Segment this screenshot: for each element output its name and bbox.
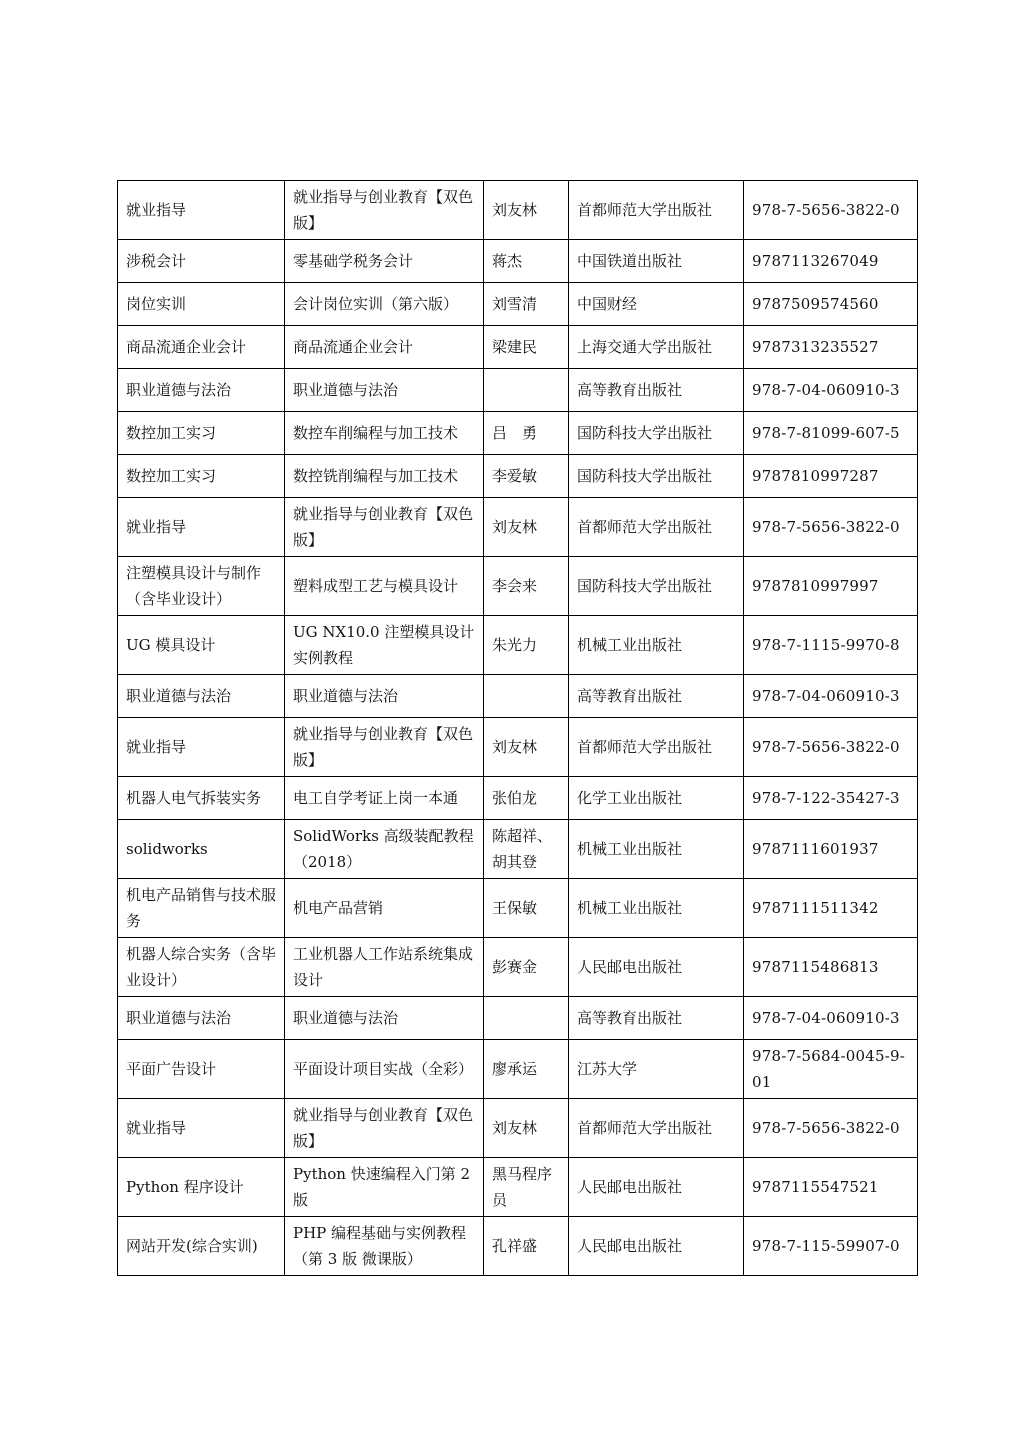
isbn-cell: 978-7-5656-3822-0	[744, 718, 918, 777]
isbn-cell: 978-7-5656-3822-0	[744, 181, 918, 240]
isbn-cell: 978-7-04-060910-3	[744, 997, 918, 1040]
course-cell: 数控加工实习	[118, 455, 285, 498]
table-row	[118, 675, 918, 718]
book-title-cell: 塑料成型工艺与模具设计	[285, 557, 484, 616]
book-title-cell: 就业指导与创业教育【双色版】	[285, 181, 484, 240]
book-title-cell: 就业指导与创业教育【双色版】	[285, 498, 484, 557]
publisher-cell: 人民邮电出版社	[569, 1217, 744, 1276]
author-cell: 彭赛金	[484, 938, 569, 997]
table-row	[118, 1217, 918, 1276]
book-title-cell: 就业指导与创业教育【双色版】	[285, 718, 484, 777]
table-row	[118, 1040, 918, 1099]
author-cell: 李爱敏	[484, 455, 569, 498]
book-title-cell: 职业道德与法治	[285, 675, 484, 718]
publisher-cell: 中国财经	[569, 283, 744, 326]
publisher-cell: 江苏大学	[569, 1040, 744, 1099]
book-title-cell: 数控铣削编程与加工技术	[285, 455, 484, 498]
course-cell: UG 模具设计	[118, 616, 285, 675]
author-cell: 梁建民	[484, 326, 569, 369]
table-row	[118, 412, 918, 455]
author-cell: 刘友林	[484, 718, 569, 777]
course-cell: 机器人电气拆装实务	[118, 777, 285, 820]
isbn-cell: 978-7-1115-9970-8	[744, 616, 918, 675]
publisher-cell: 机械工业出版社	[569, 616, 744, 675]
course-cell: 机器人综合实务（含毕业设计）	[118, 938, 285, 997]
isbn-cell: 978-7-04-060910-3	[744, 675, 918, 718]
course-cell: 就业指导	[118, 498, 285, 557]
course-cell: solidworks	[118, 820, 285, 879]
author-cell: 黑马程序员	[484, 1158, 569, 1217]
author-cell: 刘友林	[484, 1099, 569, 1158]
book-title-cell: 零基础学税务会计	[285, 240, 484, 283]
publisher-cell: 化学工业出版社	[569, 777, 744, 820]
publisher-cell: 首都师范大学出版社	[569, 498, 744, 557]
table-row	[118, 181, 918, 240]
author-cell: 吕 勇	[484, 412, 569, 455]
course-cell: 机电产品销售与技术服务	[118, 879, 285, 938]
publisher-cell: 首都师范大学出版社	[569, 718, 744, 777]
isbn-cell: 9787111511342	[744, 879, 918, 938]
table-row	[118, 326, 918, 369]
course-cell: 就业指导	[118, 181, 285, 240]
publisher-cell: 高等教育出版社	[569, 997, 744, 1040]
course-cell: 职业道德与法治	[118, 997, 285, 1040]
book-title-cell: 电工自学考证上岗一本通	[285, 777, 484, 820]
publisher-cell: 国防科技大学出版社	[569, 455, 744, 498]
table-row	[118, 498, 918, 557]
book-title-cell: PHP 编程基础与实例教程（第 3 版 微课版）	[285, 1217, 484, 1276]
book-title-cell: 会计岗位实训（第六版）	[285, 283, 484, 326]
book-title-cell: 平面设计项目实战（全彩）	[285, 1040, 484, 1099]
book-title-cell: UG NX10.0 注塑模具设计实例教程	[285, 616, 484, 675]
textbook-table	[117, 180, 918, 1276]
isbn-cell: 9787810997997	[744, 557, 918, 616]
book-title-cell: 商品流通企业会计	[285, 326, 484, 369]
course-cell: 职业道德与法治	[118, 369, 285, 412]
course-cell: 就业指导	[118, 718, 285, 777]
author-cell: 廖承运	[484, 1040, 569, 1099]
author-cell	[484, 997, 569, 1040]
author-cell: 朱光力	[484, 616, 569, 675]
author-cell: 陈超祥、胡其登	[484, 820, 569, 879]
author-cell	[484, 675, 569, 718]
book-title-cell: 职业道德与法治	[285, 369, 484, 412]
isbn-cell: 9787115486813	[744, 938, 918, 997]
course-cell: 注塑模具设计与制作（含毕业设计）	[118, 557, 285, 616]
course-cell: 职业道德与法治	[118, 675, 285, 718]
book-title-cell: 机电产品营销	[285, 879, 484, 938]
table-row	[118, 240, 918, 283]
publisher-cell: 首都师范大学出版社	[569, 181, 744, 240]
course-cell: 数控加工实习	[118, 412, 285, 455]
course-cell: Python 程序设计	[118, 1158, 285, 1217]
publisher-cell: 国防科技大学出版社	[569, 557, 744, 616]
isbn-cell: 978-7-5656-3822-0	[744, 1099, 918, 1158]
isbn-cell: 978-7-04-060910-3	[744, 369, 918, 412]
isbn-cell: 9787115547521	[744, 1158, 918, 1217]
publisher-cell: 高等教育出版社	[569, 369, 744, 412]
table-row	[118, 777, 918, 820]
table-row	[118, 1099, 918, 1158]
course-cell: 网站开发(综合实训)	[118, 1217, 285, 1276]
table-row	[118, 616, 918, 675]
publisher-cell: 机械工业出版社	[569, 820, 744, 879]
isbn-cell: 978-7-122-35427-3	[744, 777, 918, 820]
table-row	[118, 938, 918, 997]
isbn-cell: 9787113267049	[744, 240, 918, 283]
book-title-cell: Python 快速编程入门第 2 版	[285, 1158, 484, 1217]
table-row	[118, 283, 918, 326]
book-title-cell: SolidWorks 高级装配教程（2018）	[285, 820, 484, 879]
table-row	[118, 369, 918, 412]
course-cell: 就业指导	[118, 1099, 285, 1158]
publisher-cell: 高等教育出版社	[569, 675, 744, 718]
book-title-cell: 数控车削编程与加工技术	[285, 412, 484, 455]
table-row	[118, 455, 918, 498]
isbn-cell: 9787313235527	[744, 326, 918, 369]
book-title-cell: 就业指导与创业教育【双色版】	[285, 1099, 484, 1158]
publisher-cell: 中国铁道出版社	[569, 240, 744, 283]
isbn-cell: 978-7-115-59907-0	[744, 1217, 918, 1276]
author-cell: 蒋杰	[484, 240, 569, 283]
author-cell: 刘雪清	[484, 283, 569, 326]
table-row	[118, 879, 918, 938]
publisher-cell: 上海交通大学出版社	[569, 326, 744, 369]
table-row	[118, 557, 918, 616]
isbn-cell: 978-7-81099-607-5	[744, 412, 918, 455]
isbn-cell: 978-7-5684-0045-9-01	[744, 1040, 918, 1099]
publisher-cell: 机械工业出版社	[569, 879, 744, 938]
author-cell	[484, 369, 569, 412]
author-cell: 李会来	[484, 557, 569, 616]
table-row	[118, 718, 918, 777]
isbn-cell: 9787111601937	[744, 820, 918, 879]
course-cell: 平面广告设计	[118, 1040, 285, 1099]
book-title-cell: 职业道德与法治	[285, 997, 484, 1040]
course-cell: 涉税会计	[118, 240, 285, 283]
publisher-cell: 首都师范大学出版社	[569, 1099, 744, 1158]
author-cell: 张伯龙	[484, 777, 569, 820]
isbn-cell: 9787810997287	[744, 455, 918, 498]
table-row	[118, 820, 918, 879]
author-cell: 孔祥盛	[484, 1217, 569, 1276]
author-cell: 刘友林	[484, 181, 569, 240]
isbn-cell: 9787509574560	[744, 283, 918, 326]
author-cell: 王保敏	[484, 879, 569, 938]
course-cell: 商品流通企业会计	[118, 326, 285, 369]
isbn-cell: 978-7-5656-3822-0	[744, 498, 918, 557]
table-row	[118, 1158, 918, 1217]
course-cell: 岗位实训	[118, 283, 285, 326]
textbook-table-body	[118, 181, 918, 1276]
publisher-cell: 人民邮电出版社	[569, 1158, 744, 1217]
publisher-cell: 人民邮电出版社	[569, 938, 744, 997]
table-row	[118, 997, 918, 1040]
book-title-cell: 工业机器人工作站系统集成设计	[285, 938, 484, 997]
author-cell: 刘友林	[484, 498, 569, 557]
publisher-cell: 国防科技大学出版社	[569, 412, 744, 455]
